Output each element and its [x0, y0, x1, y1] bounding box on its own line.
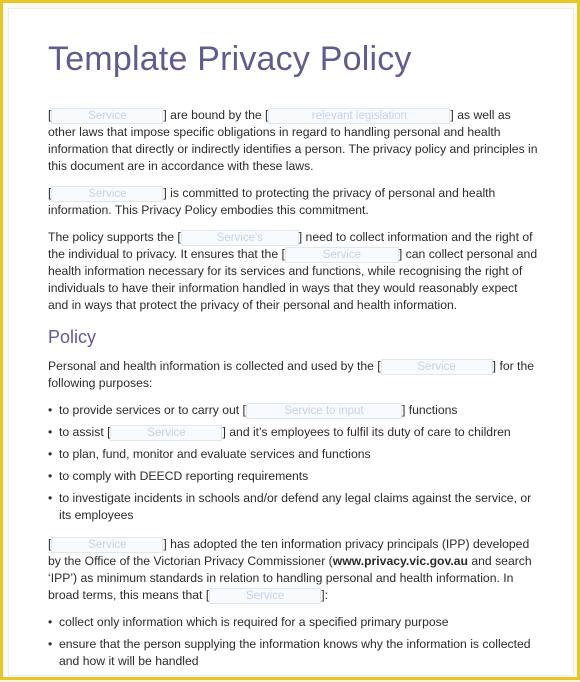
service-placeholder[interactable]: Service: [51, 537, 163, 553]
privacy-website-link[interactable]: www.privacy.vic.gov.au: [332, 554, 468, 568]
service-placeholder[interactable]: Service: [110, 425, 222, 441]
text-fragment: to provide services or to carry out [: [59, 403, 246, 417]
text-fragment: ]:: [321, 588, 328, 602]
purposes-list: [48, 402, 538, 524]
document-page: [8, 8, 574, 676]
text-fragment: ] and it's employees to fulfil its duty of care to children: [222, 425, 511, 439]
list-item: [48, 402, 538, 419]
list-item: [48, 446, 538, 463]
policy-heading: Policy: [48, 327, 97, 347]
principles-list: [48, 614, 538, 670]
bullet-icon: •: [48, 425, 53, 439]
list-item: [48, 490, 538, 524]
list-item: [48, 468, 538, 485]
text-fragment: [: [48, 186, 52, 200]
text-fragment: and search ‘IPP’) as minimum standards in relation to handling personal and health information. In broad terms, this means that [: [48, 554, 532, 602]
list-item: [48, 636, 538, 670]
list-item: [48, 424, 538, 441]
intro-paragraph-2: [48, 185, 538, 219]
bullet-icon: •: [48, 615, 53, 629]
list-item: [48, 614, 538, 631]
list-item-text: collect only information which is required for a specified primary purpose: [59, 615, 449, 629]
text-fragment: ] is committed to protecting the privacy of personal and health information. This Privacy Policy embodies this commitment.: [48, 186, 496, 217]
service-to-input-placeholder[interactable]: Service to input: [246, 403, 402, 419]
bullet-icon: •: [48, 491, 53, 505]
service-placeholder[interactable]: Service: [209, 588, 321, 604]
list-item-text: ensure that the person supplying the information knows why the information is collected and how it will be handled: [59, 637, 531, 668]
intro-paragraph-3: [48, 229, 538, 314]
legislation-placeholder[interactable]: relevant legislation: [268, 108, 450, 124]
document-title: Template Privacy Policy: [48, 40, 412, 78]
intro-paragraph-1: [48, 107, 538, 175]
services-placeholder[interactable]: Service's: [181, 230, 299, 246]
service-placeholder[interactable]: Service: [381, 359, 493, 375]
text-fragment: ] for the following purposes:: [48, 359, 534, 390]
text-fragment: ] need to collect information and the right of the individual to privacy. It ensures that the [: [48, 230, 533, 261]
text-fragment: ] functions: [401, 403, 458, 417]
text-fragment: ] are bound by the [: [163, 108, 269, 122]
service-placeholder[interactable]: Service: [51, 108, 163, 124]
bullet-icon: •: [48, 447, 53, 461]
policy-paragraph-2: [48, 536, 538, 604]
text-fragment: ] can collect personal and health information necessary for its services and functions, while recognising the right of individuals to have their information handled in ways that they would reasonably expect and in ways that protect the privacy of their personal and health information.: [48, 247, 538, 312]
service-placeholder[interactable]: Service: [285, 247, 399, 263]
list-item-text: to investigate incidents in schools and/or defend any legal claims against the service, or its employees: [59, 491, 532, 522]
text-fragment: [: [48, 108, 52, 122]
text-fragment: ] has adopted the ten information privacy principals (IPP) developed by the Office of the Victorian Privacy Commissioner (: [48, 537, 530, 568]
service-placeholder[interactable]: Service: [51, 186, 163, 202]
policy-paragraph-1: [48, 358, 538, 392]
list-item-text: to plan, fund, monitor and evaluate services and functions: [59, 447, 371, 461]
text-fragment: to assist [: [59, 425, 111, 439]
bullet-icon: •: [48, 637, 53, 651]
text-fragment: The policy supports the [: [48, 230, 181, 244]
text-fragment: ] as well as other laws that impose specific obligations in regard to handling personal and health information that directly or indirectly identifies a person. The privacy policy and principles in this document are in accordance with these laws.: [48, 108, 538, 173]
bullet-icon: •: [48, 403, 53, 417]
bullet-icon: •: [48, 469, 53, 483]
text-fragment: Personal and health information is collected and used by the [: [48, 359, 381, 373]
list-item-text: to comply with DEECD reporting requirements: [59, 469, 309, 483]
document-content: [48, 37, 538, 682]
text-fragment: [: [48, 537, 52, 551]
